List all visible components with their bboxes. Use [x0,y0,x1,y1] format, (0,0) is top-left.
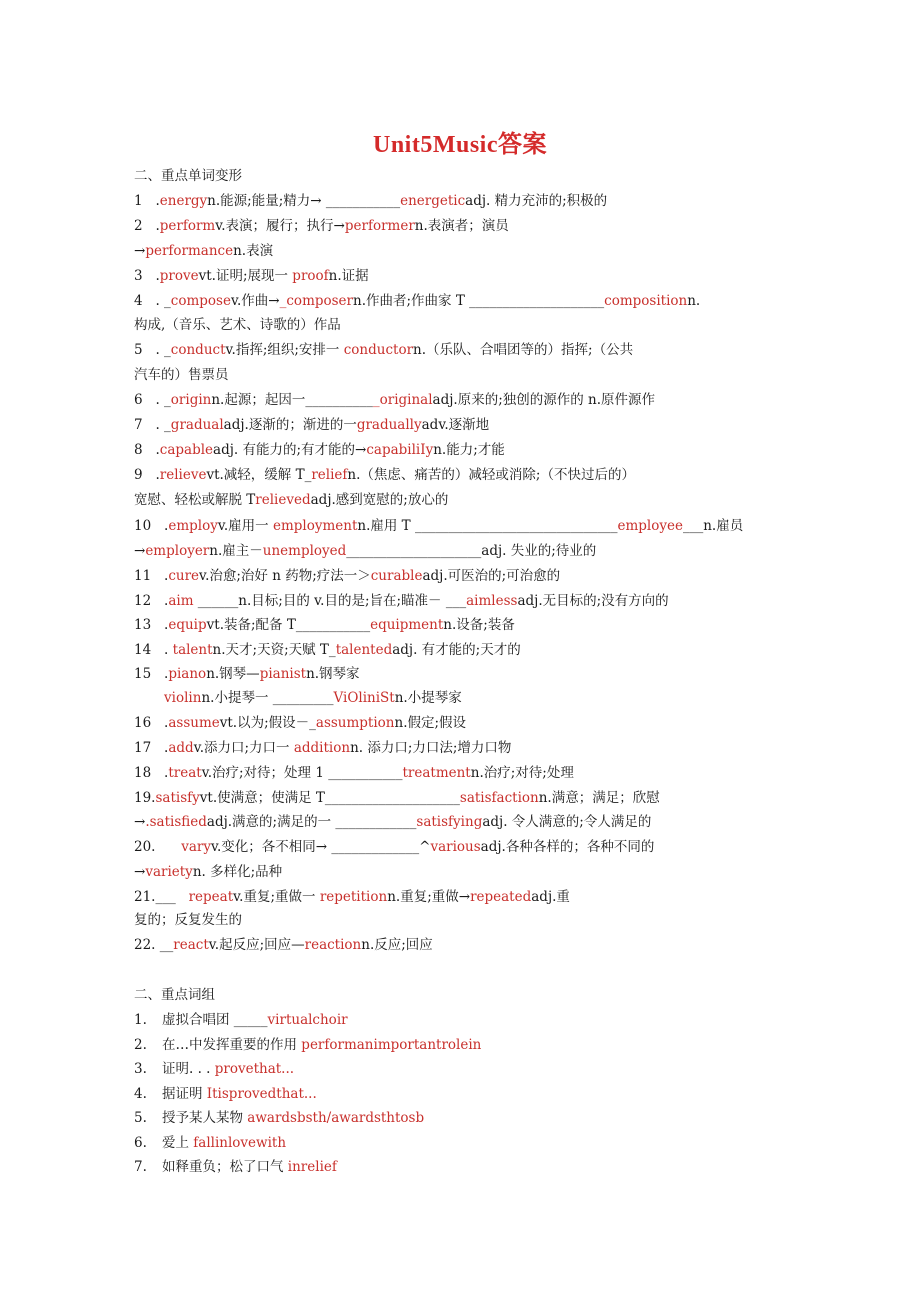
answer-word: equip [168,617,207,633]
line-text: 11 . [134,568,169,584]
line-text: adj.逐渐的；渐进的一 [223,417,357,433]
word-form-line [134,516,743,536]
answer-word: piano [168,666,207,682]
line-text: n. 多样化;品种 [192,864,283,880]
line-text: adj.各种各样的；各种不同的 [480,839,655,855]
line-text: v.添力口;力口一 [193,740,294,756]
word-form-line [134,688,462,708]
word-form-line [134,291,700,311]
line-text: 21.___ [134,889,189,905]
phrase-chinese: 在…中发挥重要的作用 [162,1037,302,1053]
answer-word: perform [159,218,216,234]
word-form-line [134,935,433,955]
phrase-english: fallinlovewith [193,1135,287,1151]
answer-word: assumption [315,715,395,731]
line-text: 19. [134,790,156,806]
line-text: v.雇用一 [217,518,273,534]
answer-word: variety [145,864,193,880]
answer-word: talent [172,642,213,658]
answer-word: compose [170,293,231,309]
line-text: 汽车的）售票员 [134,367,229,383]
word-form-line [134,241,273,261]
answer-word: relieved [255,492,311,508]
phrase-number: 1. [134,1012,147,1028]
line-text: n.设备;装备 [443,617,515,633]
word-form-line [134,315,341,335]
line-text: 13 . [134,617,169,633]
word-form-line [134,191,607,211]
word-form-line [134,365,229,385]
line-text: ______n.目标;目的 v.目的是;旨在;瞄准－ ___ [193,593,467,609]
answer-word: proof [292,268,329,284]
answer-word: pianist [259,666,307,682]
line-text: vt.使满意；使满足 T____________________ [199,790,460,806]
line-text: 1 . [134,193,160,209]
answer-word: satisfaction [459,790,539,806]
page-title: Unit5Music答案 [373,132,547,158]
word-form-line [134,591,669,611]
line-text: vt.装备;配备 T___________ [206,617,371,633]
phrase-english: performanimportantrolein [301,1037,482,1053]
answer-word: energetic [400,193,466,209]
answer-word: equipment [370,617,444,633]
line-text: n.小提琴一 _________ [201,690,334,706]
line-text: n.反应;回应 [361,937,433,953]
answer-word: curable [370,568,423,584]
line-text: adj.原来的;独创的源作的 n.原件源作 [432,392,656,408]
line-text: n.雇用 T ______________________________ [357,518,618,534]
line-text: 12 . [134,593,169,609]
phrase-number: 6. [134,1135,147,1151]
line-text: 8 . [134,442,160,458]
line-text: 复的；反复发生的 [134,912,242,928]
answer-word: conductor [343,342,414,358]
answer-word: employ [168,518,218,534]
line-text: v.治愈;治好 n 药物;疗法一＞ [199,568,371,584]
answer-word: aim [168,593,194,609]
line-text: n.满意；满足；欣慰 [538,790,660,806]
answer-word: violin [164,690,202,706]
answer-word: add [168,740,194,756]
word-form-line [134,862,282,882]
phrase-item [134,1059,294,1079]
answer-word: repetition [319,889,388,905]
line-text: → [134,243,146,259]
answer-word: talented [335,642,393,658]
word-form-line [134,216,509,236]
answer-word: unemployed [262,543,347,559]
answer-word: aimless [466,593,518,609]
answer-word: repeated [470,889,532,905]
answer-word: repeat [188,889,234,905]
line-text: adv.逐渐地 [421,417,490,433]
word-form-line [134,566,560,586]
answer-word: employer [145,543,210,559]
line-text: 2 . [134,218,160,234]
line-text: 10 . [134,518,169,534]
answer-word: react [173,937,209,953]
answer-word: relief [311,467,348,483]
phrase-item [134,1157,337,1177]
line-text: n.小提琴家 [394,690,462,706]
line-text: n.钢琴家 [306,666,360,682]
line-text: n.雇主－ [209,543,263,559]
answer-word: employment [272,518,358,534]
phrase-chinese: 爱上 [162,1135,194,1151]
line-text: n. 添力口;力口法;增力口物 [350,740,512,756]
line-text: n.（乐队、合唱团等的）指挥;（公共 [413,342,634,358]
word-form-line [134,615,515,635]
word-form-line [134,788,660,808]
word-form-line [134,640,521,660]
line-text: adj.可医治的;可治愈的 [422,568,561,584]
line-text: 17 . [134,740,169,756]
answer-word: satisfying [416,814,483,830]
line-text: n.证据 [328,268,369,284]
line-text: 5 . _ [134,342,171,358]
phrase-chinese: 证明. . . [162,1061,215,1077]
line-text: v.治疗;对待；处理 1 ___________ [201,765,403,781]
word-form-line [134,541,596,561]
line-text: vt.减轻，缓解 T_ [206,467,312,483]
line-text: n.能源;能量;精力→ ___________ [207,193,401,209]
phrase-number: 3. [134,1061,147,1077]
word-form-line [134,887,570,907]
answer-word: employee [617,518,683,534]
line-text: v.指挥;组织;安排一 [225,342,344,358]
answer-word: ViOliniSt [333,690,395,706]
word-form-line [134,837,654,857]
answer-word: conduct [170,342,226,358]
line-text: 15 . [134,666,169,682]
line-text: 9 . [134,467,160,483]
line-text: adj. 精力充沛的;积极的 [465,193,608,209]
answer-word: energy [159,193,208,209]
line-text: 20. [134,839,182,855]
line-text: n.作曲者;作曲家 T ____________________ [353,293,605,309]
phrase-chinese: 授予某人某物 [162,1110,248,1126]
answer-word: _original [372,392,433,408]
line-text: n.假定;假设 [394,715,467,731]
answer-word: addition [293,740,351,756]
word-form-line [134,465,635,485]
phrase-item [134,1035,481,1055]
answer-word: gradually [356,417,422,433]
word-form-line [134,812,651,832]
answer-word: satisfy [155,790,200,806]
line-text: v.表演；履行；执行→ [215,218,345,234]
line-text: adj.满意的;满足的一 ____________ [206,814,417,830]
line-text: ___n.雇员 [682,518,744,534]
line-text: 宽慰、轻松或解脱 T [134,492,256,508]
answer-word: performer [344,218,415,234]
phrase-number: 7. [134,1159,147,1175]
phrase-number: 4. [134,1086,147,1102]
word-form-line [134,415,489,435]
line-text: adj. 有才能的;天才的 [392,642,521,658]
line-text: 4 . _ [134,293,171,309]
line-text: adj. 有能力的;有才能的→ [213,442,367,458]
word-form-line [134,713,466,733]
line-text: n.天才;天资;天赋 T_ [212,642,336,658]
line-text: vt.证明;展现一 [198,268,293,284]
word-form-line [134,738,511,758]
phrase-chinese: 据证明 [162,1086,207,1102]
line-text: v.变化；各不相同→ _____________^ [210,839,431,855]
word-form-line [134,763,574,783]
word-form-line [134,910,242,930]
line-text: adj.无目标的;没有方向的 [517,593,669,609]
word-form-line [134,490,448,510]
word-form-line [134,390,655,410]
line-text: n.能力;才能 [433,442,505,458]
phrase-english: Itisprovedthat... [206,1086,317,1102]
phrase-chinese: 虚拟合唱团 _____ [162,1012,268,1028]
answer-word: vary [181,839,211,855]
line-text [134,690,164,706]
line-text: n.表演者；演员 [414,218,509,234]
phrase-english: awardsbsth/awardsthtosb [247,1110,425,1126]
phrase-number: 5. [134,1110,147,1126]
word-form-line [134,340,633,360]
section-heading-phrases: 二、重点词组 [134,987,215,1003]
line-text: 14 . [134,642,173,658]
phrase-item [134,1010,348,1030]
answer-word: capable [159,442,214,458]
phrase-english: virtualchoir [267,1012,348,1028]
line-text: 3 . [134,268,160,284]
word-form-line [134,440,505,460]
line-text: adj. 令人满意的;令人满足的 [482,814,652,830]
line-text: 6 . _ [134,392,171,408]
line-text: n.治疗;对待;处理 [470,765,574,781]
line-text: n.表演 [233,243,274,259]
answer-word: prove [159,268,199,284]
phrase-number: 2. [134,1037,147,1053]
answer-word: assume [168,715,220,731]
answer-word: .satisfied [145,814,207,830]
section-heading-word-forms: 二、重点单词变形 [134,168,242,184]
line-text: adj.重 [531,889,570,905]
phrase-item [134,1108,424,1128]
answer-word: gradual [170,417,224,433]
answer-word: treatment [402,765,471,781]
line-text: v.作曲→ [230,293,280,309]
answer-word: origin [170,392,212,408]
line-text: 22. __ [134,937,174,953]
line-text: n.钢琴— [206,666,260,682]
line-text: ____________________adj. 失业的;待业的 [346,543,597,559]
line-text: vt.以为;假设－_ [219,715,316,731]
answer-word: relieve [159,467,207,483]
phrase-english: inrelief [287,1159,337,1175]
answer-word: cure [168,568,200,584]
answer-word: capabiliIy [366,442,434,458]
line-text: 7 . _ [134,417,171,433]
answer-word: treat [168,765,202,781]
phrase-english: provethat... [214,1061,295,1077]
word-form-line [134,266,369,286]
line-text: n.起源；起因一__________ [211,392,373,408]
line-text: → [134,864,146,880]
word-form-line [134,664,360,684]
line-text: → [134,543,146,559]
line-text: v.起反应;回应— [208,937,305,953]
answer-word: composition [604,293,688,309]
answer-word: reaction [304,937,362,953]
line-text: n.重复;重做→ [387,889,471,905]
line-text: 构成,（音乐、艺术、诗歌的）作品 [134,317,341,333]
line-text: adj.感到宽慰的;放心的 [310,492,449,508]
line-text: v.重复;重做一 [233,889,320,905]
answer-word: various [430,839,481,855]
phrase-item [134,1084,317,1104]
line-text: → [134,814,146,830]
phrase-chinese: 如释重负；松了口气 [162,1159,288,1175]
answer-word: performance [145,243,234,259]
line-text: n. [687,293,701,309]
line-text: n.（焦虑、痛苦的）减轻或消除;（不快过后的） [347,467,635,483]
line-text: 16 . [134,715,169,731]
line-text: 18 . [134,765,169,781]
phrase-item [134,1133,286,1153]
answer-word: _composer [279,293,354,309]
